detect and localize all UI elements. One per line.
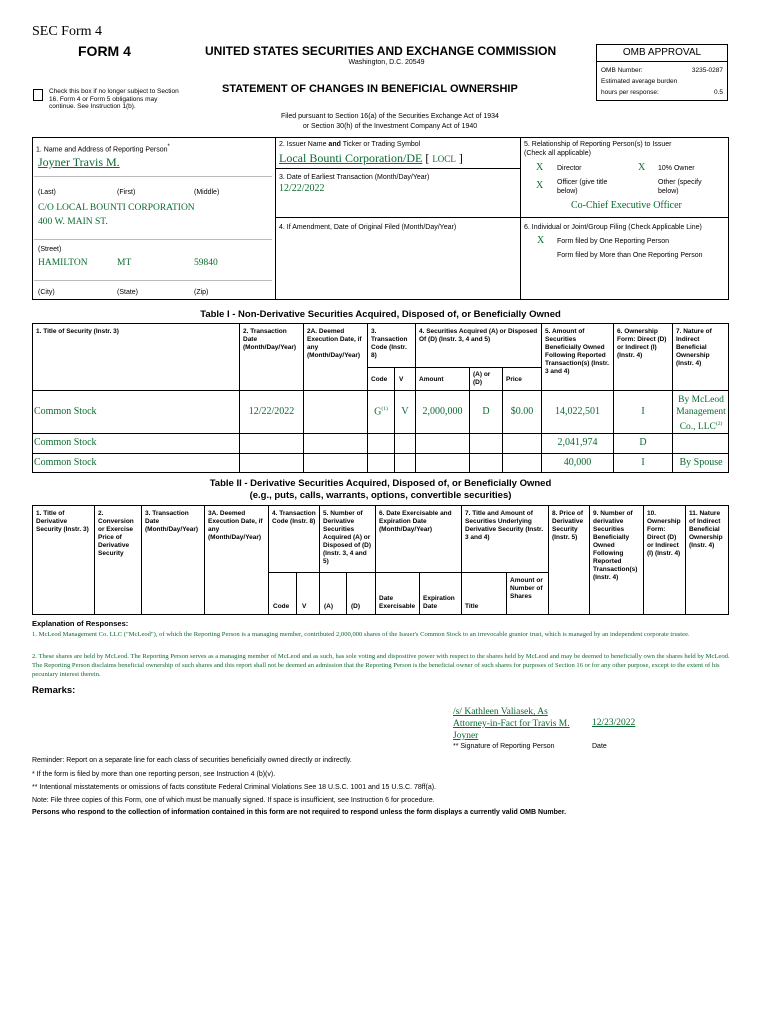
city-value: HAMILTON xyxy=(38,258,88,268)
t2-exp: Expiration Date xyxy=(423,595,455,610)
remarks-heading: Remarks: xyxy=(32,685,76,696)
signature-label: ** Signature of Reporting Person xyxy=(453,743,555,750)
street-label: (Street) xyxy=(38,246,62,253)
t1-amount: Amount xyxy=(419,376,444,383)
t2-h11: 11. Nature of Indirect Beneficial Ownership (Instr. 4) xyxy=(689,510,723,549)
filed-line-1: Filed pursuant to Section 16(a) of the Securities Exchange Act of 1934 xyxy=(281,113,499,120)
t1-h3: 3. Transaction Code (Instr. 8) xyxy=(371,328,408,359)
box3-label: 3. Date of Earliest Transaction (Month/Day/Year) xyxy=(279,174,430,181)
t2-h4: 4. Transaction Code (Instr. 8) xyxy=(272,510,316,525)
address-line-1: C/O LOCAL BOUNTI CORPORATION xyxy=(38,203,195,213)
box5-label-1: 5. Relationship of Reporting Person(s) to Issuer xyxy=(524,141,672,148)
omb-number-label: OMB Number: xyxy=(601,67,643,74)
t2-h7: 7. Title and Amount of Securities Underlying Derivative Security (Instr. 3 and 4) xyxy=(465,510,544,541)
row1-code: $G^{(1)}$ xyxy=(374,406,388,418)
row1-form: I xyxy=(641,406,645,417)
note-omb: Persons who respond to the collection of information contained in this form are not required to respond unless the form displays a currently valid OMB Number. xyxy=(32,809,567,816)
t1-h6: 6. Ownership Form: Direct (D) or Indirect (I) (Instr. 4) xyxy=(617,328,667,359)
t1-h2: 2. Transaction Date (Month/Day/Year) xyxy=(243,328,297,351)
row3-form: I xyxy=(641,457,645,468)
filed-line-2: or Section 30(h) of the Investment Company Act of 1940 xyxy=(302,123,478,130)
city-label: (City) xyxy=(38,289,55,296)
checkbox-text: Check this box if no longer subject to Section 16. Form 4 or Form 5 obligations may continue. See Instruction 1(b). xyxy=(49,88,179,110)
t2-code: Code xyxy=(273,603,290,610)
t1-price: Price xyxy=(506,376,522,383)
omb-hours-label: hours per response: xyxy=(601,89,659,96)
address-line-2: 400 W. MAIN ST. xyxy=(38,217,108,227)
t1-aord: (A) or (D) xyxy=(473,371,491,386)
issuer-line: Local Bounti Corporation/DE [ LOCL ] xyxy=(279,151,463,165)
box6-label: 6. Individual or Joint/Group Filing (Check Applicable Line) xyxy=(524,224,702,231)
row1-date: 12/22/2022 xyxy=(248,406,295,417)
t1-v: V xyxy=(399,376,404,383)
t2-date-ex: Date Exercisable xyxy=(379,595,416,610)
middle-label: (Middle) xyxy=(194,189,220,196)
t2-h10: 10. Ownership Form: Direct (D) or Indirect (I) (Instr. 4) xyxy=(647,510,681,557)
row1-price: $0.00 xyxy=(510,406,534,417)
t2-h8: 8. Price of Derivative Security (Instr. 5) xyxy=(552,510,584,541)
row3-nature: By Spouse xyxy=(679,457,723,468)
note-misstatements: ** Intentional misstatements or omissions of facts constitute Federal Criminal Violations See 18 U.S.C. 1001 and 15 U.S.C. 78ff(a). xyxy=(32,784,436,791)
t2-h9: 9. Number of derivative Securities Beneficially Owned Following Reported Transaction(s) (Instr. 4) xyxy=(593,510,638,581)
row1-ad: D xyxy=(482,406,490,417)
t2-amount: Amount or Number of Shares xyxy=(510,577,543,600)
t1-h2a: 2A. Deemed Execution Date, if any (Month/Day/Year) xyxy=(307,328,362,359)
zip-value: 59840 xyxy=(194,258,218,268)
statement-title: STATEMENT OF CHANGES IN BENEFICIAL OWNERSHIP xyxy=(222,83,518,95)
first-label: (First) xyxy=(117,189,136,196)
row1-amount: 2,000,000 xyxy=(422,406,463,417)
omb-number-value: 3235-0287 xyxy=(691,67,723,74)
agency-name: UNITED STATES SECURITIES AND EXCHANGE COMMISSION xyxy=(205,44,557,58)
last-label: (Last) xyxy=(38,189,56,196)
t2-a: (A) xyxy=(324,603,334,610)
form-label: FORM 4 xyxy=(78,43,131,59)
omb-burden-label: Estimated average burden xyxy=(601,78,678,85)
row2-owned: 2,041,974 xyxy=(557,437,598,448)
t1-h1: 1. Title of Security (Instr. 3) xyxy=(36,328,119,335)
t2-v: V xyxy=(302,603,307,610)
director-mark[interactable]: X xyxy=(536,162,544,173)
table2-title-2: (e.g., puts, calls, warrants, options, convertible securities) xyxy=(249,490,512,501)
officer-title: Co-Chief Executive Officer xyxy=(571,200,682,211)
ten-percent-mark[interactable]: X xyxy=(638,162,646,173)
officer-label: Officer (give title below) xyxy=(557,179,608,195)
t1-h5: 5. Amount of Securities Beneficially Owned Following Reported Transaction(s) (Instr. 3 and 4) xyxy=(545,328,609,375)
table2-title-1: Table II - Derivative Securities Acquired, Disposed of, or Beneficially Owned xyxy=(209,478,552,489)
t2-h5: 5. Number of Derivative Securities Acquired (A) or Disposed of (D) (Instr. 3, 4 and 5) xyxy=(323,510,372,565)
row2-form: D xyxy=(639,437,647,448)
t1-h7: 7. Nature of Indirect Beneficial Ownership (Instr. 4) xyxy=(676,328,712,367)
footnote-1: 1. McLeod Management Co. LLC ("McLeod"), of which the Reporting Person is a managing member, contributed 2,000,000 shares of the Issuer's Common Stock to an irrevocable grantor trust, which is managed by an independent corporate trustee. xyxy=(32,631,690,638)
omb-approval-box xyxy=(596,44,728,101)
reporting-person-name[interactable]: Joyner Travis M. xyxy=(38,155,120,169)
t2-h6: 6. Date Exercisable and Expiration Date (Month/Day/Year) xyxy=(379,510,452,533)
no-longer-subject-checkbox[interactable] xyxy=(33,89,43,101)
explanation-heading: Explanation of Responses: xyxy=(32,619,129,628)
row1-nature: By McLeod Management Co., LLC$^{(2)}$ xyxy=(676,395,726,433)
omb-title: OMB APPROVAL xyxy=(597,45,727,62)
box4-label: 4. If Amendment, Date of Original Filed (Month/Day/Year) xyxy=(279,224,457,231)
t1-h4: 4. Securities Acquired (A) or Disposed Of (D) (Instr. 3, 4 and 5) xyxy=(419,328,538,343)
t1-code: Code xyxy=(371,376,388,383)
note-multiple-persons: * If the form is filed by more than one reporting person, see Instruction 4 (b)(v). xyxy=(32,771,276,778)
signature-date: 12/23/2022 xyxy=(592,718,636,728)
t2-h3: 3. Transaction Date (Month/Day/Year) xyxy=(145,510,199,533)
ten-percent-label: 10% Owner xyxy=(658,165,695,172)
box1-label: 1. Name and Address of Reporting Person* xyxy=(36,144,170,154)
table-row: Common Stock xyxy=(34,406,97,417)
t2-d: (D) xyxy=(351,603,361,610)
director-label: Director xyxy=(557,165,582,172)
row1-v: V xyxy=(401,406,409,417)
footnote-2: 2. These shares are held by McLeod. The Reporting Person serves as a managing member of McLeod and as such, has sole voting and dispositive power with respect to the shares held by McLeod and may be deemed to beneficially own the shares held by McLeod. The Reporting Person disclaims beneficial ownership of such shares and this report shall not be deemed an admission that the Reporting Person is the beneficial owner of such shares for purposes of Section 16 or for any other purpose, except to the extent of his pecuniary interest therein. xyxy=(32,653,730,678)
zip-label: (Zip) xyxy=(194,289,209,296)
box2-label: 2. Issuer Name and Ticker or Trading Symbol xyxy=(279,141,421,148)
note-reminder: Reminder: Report on a separate line for each class of securities beneficially owned directly or indirectly. xyxy=(32,757,352,764)
state-label: (State) xyxy=(117,289,139,296)
one-person-label: Form filed by One Reporting Person xyxy=(557,238,670,245)
t2-h2: 2. Conversion or Exercise Price of Derivative Security xyxy=(98,510,134,557)
table-row: Common Stock xyxy=(34,457,97,468)
signature-name: /s/ Kathleen Valiasek, As Attorney-in-Fact for Travis M. Joyner xyxy=(453,707,570,741)
box5-label-2: (Check all applicable) xyxy=(524,150,591,157)
t2-h1: 1. Title of Derivative Security (Instr. 3) xyxy=(36,510,89,533)
agency-location: Washington, D.C. 20549 xyxy=(348,59,425,66)
t2-title: Title xyxy=(465,603,479,610)
other-label: Other (specify below) xyxy=(658,179,702,195)
one-person-mark[interactable]: X xyxy=(537,235,545,246)
page-title: SEC Form 4 xyxy=(32,24,103,39)
row1-owned: 14,022,501 xyxy=(555,406,600,417)
table-row: Common Stock xyxy=(34,437,97,448)
table1-title: Table I - Non-Derivative Securities Acquired, Disposed of, or Beneficially Owned xyxy=(200,309,561,320)
state-value: MT xyxy=(117,258,132,268)
note-copies: Note: File three copies of this Form, one of which must be manually signed. If space is insufficient, see Instruction 6 for procedure. xyxy=(32,797,435,804)
date-label: Date xyxy=(592,743,607,750)
earliest-transaction-date: 12/22/2022 xyxy=(279,183,325,194)
row3-owned: 40,000 xyxy=(563,457,592,468)
t2-h3a: 3A. Deemed Execution Date, if any (Month/Day/Year) xyxy=(208,510,263,541)
issuer-name[interactable]: Local Bounti Corporation/DE xyxy=(279,151,423,165)
more-person-label: Form filed by More than One Reporting Person xyxy=(557,252,703,259)
omb-hours-value: 0.5 xyxy=(713,89,723,96)
officer-mark[interactable]: X xyxy=(536,180,544,191)
ticker-symbol: LOCL xyxy=(432,154,456,164)
